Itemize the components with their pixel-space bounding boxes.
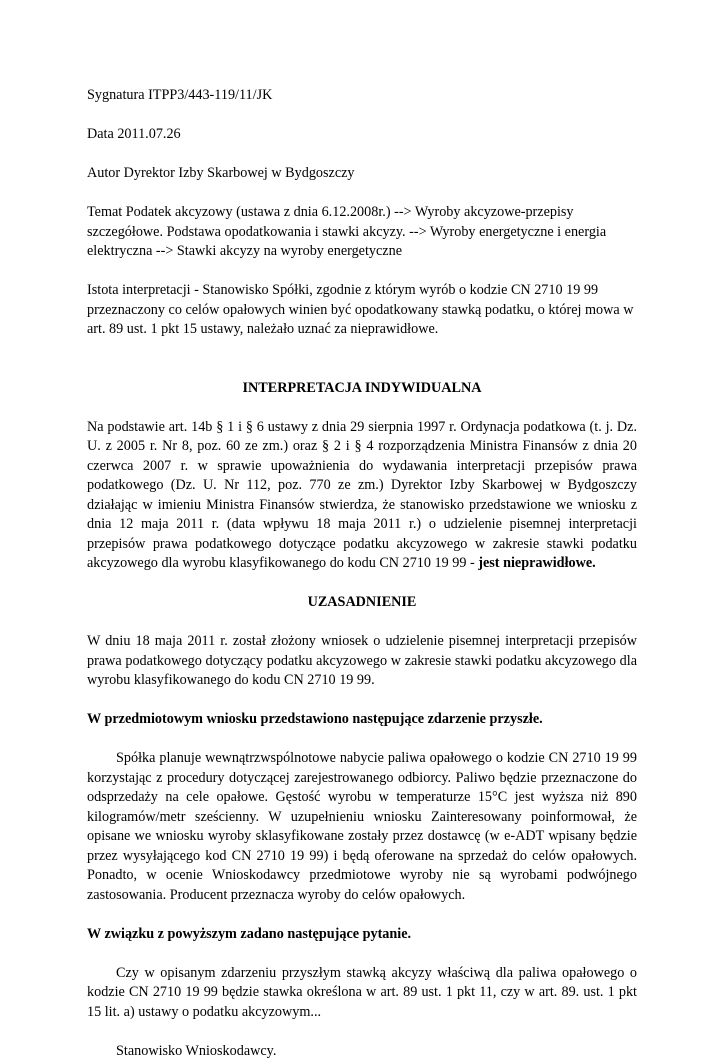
justification-heading: UZASADNIENIE xyxy=(87,593,637,613)
question-heading: W związku z powyższym zadano następujące pytanie. xyxy=(87,925,637,945)
date-line: Data 2011.07.26 xyxy=(87,125,637,145)
interpretation-verdict: jest nieprawidłowe. xyxy=(478,555,595,571)
signature-line: Sygnatura ITPP3/443-119/11/JK xyxy=(87,86,637,106)
event-heading: W przedmiotowym wniosku przedstawiono następujące zdarzenie przyszłe. xyxy=(87,710,637,730)
event-paragraph: Spółka planuje wewnątrzwspólnotowe nabycie paliwa opałowego o kodzie CN 2710 19 99 korzystając z procedury dotyczącej zarejestrowanego odbiorcy. Paliwo będzie przeznaczone do odsprzedaży na cele opałowe. Gęstość wyrobu w temperaturze 15°C jest wyższa niż 890 kilogramów/metr sześcienny. W uzupełnieniu wniosku Zainteresowany poinformował, że opisane we wniosku wyroby sklasyfikowane zostały przez dostawcę (w e-ADT wpisany będzie przez wysyłającego kod CN 2710 19 99) i będą oferowane na sprzedaż do celów opałowych. Ponadto, w ocenie Wnioskodawcy przedmiotowe wyroby nie są wyrobami podwójnego zastosowania. Producent przeznacza wyroby do celów opałowych. xyxy=(87,749,637,905)
question-paragraph: Czy w opisanym zdarzeniu przyszłym stawką akcyzy właściwą dla paliwa opałowego o kodzie CN 2710 19 99 będzie stawka określona w art. 89 ust. 1 pkt 11, czy w art. 89. ust. 1 pkt 15 lit. a) ustawy o podatku akcyzowym... xyxy=(87,964,637,1023)
document-content xyxy=(87,86,637,1061)
interpretation-text: Na podstawie art. 14b § 1 i § 6 ustawy z dnia 29 sierpnia 1997 r. Ordynacja podatkowa (t. j. Dz. U. z 2005 r. Nr 8, poz. 60 ze zm.) oraz § 2 i § 4 rozporządzenia Ministra Finansów z dnia 20 czerwca 2007 r. w sprawie upoważnienia do wydawania interpretacji przepisów prawa podatkowego (Dz. U. Nr 112, poz. 770 ze zm.) Dyrektor Izby Skarbowej w Bydgoszczy działając w imieniu Ministra Finansów stwierdza, że stanowisko przedstawione we wniosku z dnia 12 maja 2011 r. (data wpływu 18 maja 2011 r.) o udzielenie pisemnej interpretacji przepisów prawa podatkowego dotyczące podatku akcyzowego w zakresie stawki podatku akcyzowego dla wyrobu klasyfikowanego do kodu CN 2710 19 99 - xyxy=(87,419,637,572)
essence-paragraph: Istota interpretacji - Stanowisko Spółki, zgodnie z którym wyrób o kodzie CN 2710 19 99 przeznaczony co celów opałowych winien być opodatkowany stawką podatku, o której mowa w art. 89 ust. 1 pkt 15 ustawy, należało uznać za nieprawidłowe. xyxy=(87,281,637,340)
interpretation-paragraph xyxy=(87,418,637,574)
justification-paragraph: W dniu 18 maja 2011 r. został złożony wniosek o udzielenie pisemnej interpretacji przepisów prawa podatkowego dotyczący podatku akcyzowego w zakresie stawki podatku akcyzowego dla wyrobu klasyfikowanego do kodu CN 2710 19 99. xyxy=(87,632,637,691)
applicant-position-line: Stanowisko Wnioskodawcy. xyxy=(87,1042,637,1061)
author-line: Autor Dyrektor Izby Skarbowej w Bydgoszczy xyxy=(87,164,637,184)
topic-paragraph: Temat Podatek akcyzowy (ustawa z dnia 6.12.2008r.) --> Wyroby akcyzowe-przepisy szczegółowe. Podstawa opodatkowania i stawki akcyzy. --> Wyroby energetyczne i energia elektryczna --> Stawki akcyzy na wyroby energetyczne xyxy=(87,203,637,262)
interpretation-heading: INTERPRETACJA INDYWIDUALNA xyxy=(87,379,637,399)
